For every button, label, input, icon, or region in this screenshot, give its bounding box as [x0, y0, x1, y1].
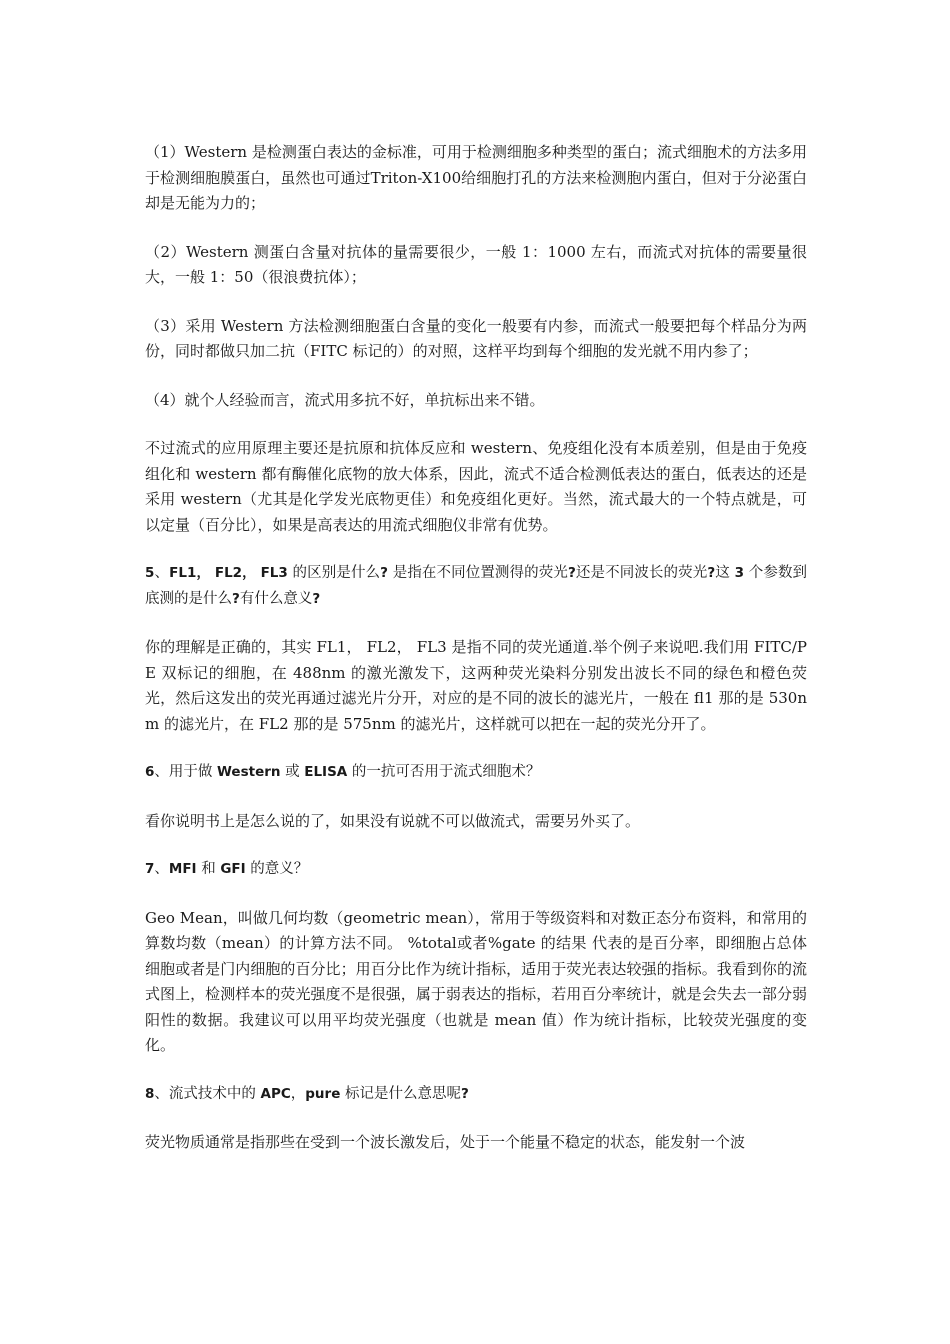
question-number: 6: [145, 764, 155, 780]
question-heading-5: 5、FL1， FL2， FL3 的区别是什么? 是指在不同位置测得的荧光?还是不同波长的荧光?这 3 个参数到底测的是什么?有什么意义?: [145, 565, 808, 607]
paragraph-principle-comparison: 不过流式的应用原理主要还是抗原和抗体反应和 western、免疫组化没有本质差别，但是由于免疫组化和 western 都有酶催化底物的放大体系，因此，流式不适合检测低表达的蛋白，低表达的还是采用 western（尤其是化学发光底物更佳）和免疫组化更好。当然，流式最大的一个特点就是，可以定量（百分比），如果是高表达的用流式细胞仪非常有优势。: [145, 439, 807, 534]
question-heading-8: 8、流式技术中的 APC，pure 标记是什么意思呢?: [145, 1085, 469, 1102]
document-page: [145, 140, 807, 1156]
paragraph-personal-experience: （4）就个人经验而言，流式用多抗不好，单抗标出来不错。: [145, 390, 545, 409]
answer-6: 看你说明书上是怎么说的了，如果没有说就不可以做流式，需要另外买了。: [145, 811, 641, 830]
answer-8-partial: 荧光物质通常是指那些在受到一个波长激发后，处于一个能量不稳定的状态，能发射一个波: [145, 1133, 746, 1151]
paragraph-internal-control: （3）采用 Western 方法检测细胞蛋白含量的变化一般要有内参，而流式一般要把每个样品分为两份，同时都做只加二抗（FITC 标记的）的对照，这样平均到每个细胞的发光就不用内参了；: [145, 316, 807, 360]
paragraph-antibody-amount: （2）Western 测蛋白含量对抗体的量需要很少，一般 1：1000 左右，而流式对抗体的需要量很大，一般 1：50（很浪费抗体）；: [145, 242, 807, 286]
question-number: 8: [145, 1085, 155, 1102]
answer-7: Geo Mean，叫做几何均数（geometric mean），常用于等级资料和对数正态分布资料，和常用的算数均数（mean）的计算方法不同。 %total或者%gate 的结果 代表的是百分率，即细胞占总体细胞或者是门内细胞的百分比；用百分比作为统计指标，适用于荧光表达较强的指标。我看到你的流式图上，检测样本的荧光强度不是很强，属于弱表达的指标，若用百分率统计，就是会失去一部分弱阳性的数据。我建议可以用平均荧光强度（也就是 mean 值）作为统计指标，比较荧光强度的变化。: [145, 908, 807, 1054]
question-heading-6: 6、用于做 Western 或 ELISA 的一抗可否用于流式细胞术？: [145, 764, 541, 780]
question-number: 7: [145, 861, 155, 877]
paragraph-western-gold-standard: （1）Western 是检测蛋白表达的金标准，可用于检测细胞多种类型的蛋白；流式细胞术的方法多用于检测细胞膜蛋白，虽然也可通过Triton-X100给细胞打孔的方法来检测胞内蛋白，但对于分泌蛋白却是无能为力的；: [145, 143, 807, 212]
question-heading-7: 7、MFI 和 GFI 的意义？: [145, 861, 309, 877]
answer-5: 你的理解是正确的，其实 FL1， FL2， FL3 是指不同的荧光通道.举个例子来说吧.我们用 FITC/PE 双标记的细胞，在 488nm 的激光激发下，这两种荧光染料分别发出波长不同的绿色和橙色荧光，然后这发出的荧光再通过滤光片分开，对应的是不同的波长的滤光片，一般在 fl1 那的是 530nm 的滤光片，在 FL2 那的是 575nm 的滤光片，这样就可以把在一起的荧光分开了。: [145, 638, 807, 733]
question-number: 5: [145, 565, 155, 581]
